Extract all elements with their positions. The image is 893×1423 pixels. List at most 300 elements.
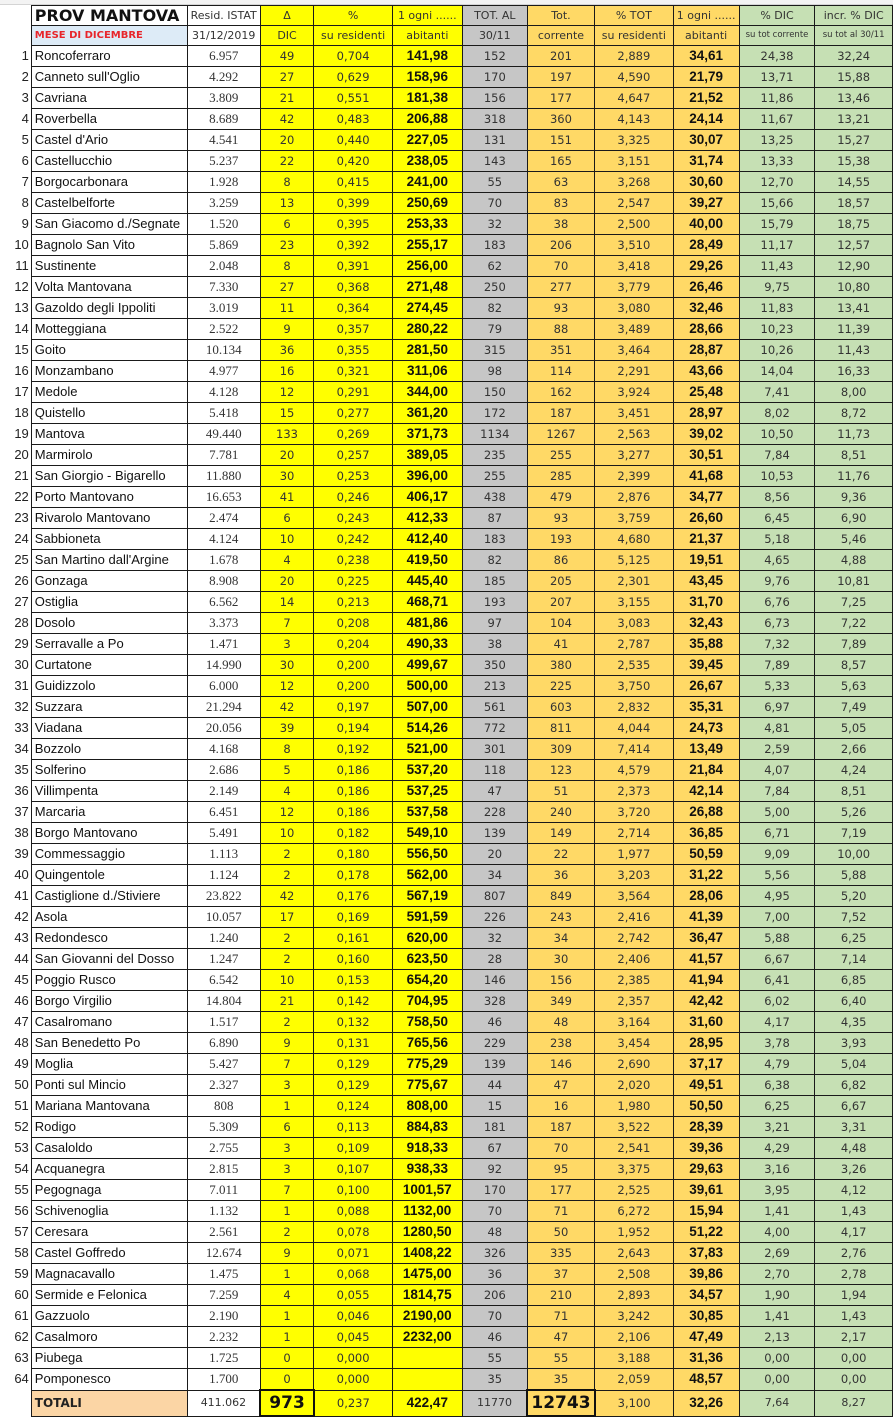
one-every-tot-cell[interactable]: 29,26 <box>673 256 739 277</box>
tot-30-11-cell[interactable]: 1134 <box>462 424 527 445</box>
pct-tot-cell[interactable]: 2,416 <box>595 907 674 928</box>
one-every-tot-cell[interactable]: 30,85 <box>673 1306 739 1327</box>
residents-cell[interactable]: 808 <box>187 1096 260 1117</box>
one-every-cell[interactable]: 556,50 <box>392 844 462 865</box>
pct-dic-current-cell[interactable]: 0,00 <box>739 1348 815 1369</box>
tot-current-cell[interactable]: 177 <box>527 88 594 109</box>
delta-dic-cell[interactable]: 10 <box>260 970 314 991</box>
totals-pct-dic-current[interactable]: 7,64 <box>739 1390 815 1416</box>
one-every-cell[interactable]: 371,73 <box>392 424 462 445</box>
residents-cell[interactable]: 2.561 <box>187 1222 260 1243</box>
delta-dic-cell[interactable]: 9 <box>260 1033 314 1054</box>
one-every-cell[interactable]: 514,26 <box>392 718 462 739</box>
tot-current-cell[interactable]: 207 <box>527 592 594 613</box>
pct-tot-cell[interactable]: 2,385 <box>595 970 674 991</box>
tot-30-11-cell[interactable]: 118 <box>462 760 527 781</box>
municipality-name[interactable]: Bozzolo <box>31 739 187 760</box>
incr-pct-dic-cell[interactable]: 5,05 <box>815 718 893 739</box>
tot-30-11-cell[interactable]: 250 <box>462 277 527 298</box>
tot-current-cell[interactable]: 47 <box>527 1327 594 1348</box>
one-every-tot-cell[interactable]: 28,49 <box>673 235 739 256</box>
incr-pct-dic-cell[interactable]: 5,20 <box>815 886 893 907</box>
municipality-name[interactable]: Ponti sul Mincio <box>31 1075 187 1096</box>
tot-current-cell[interactable]: 193 <box>527 529 594 550</box>
municipality-name[interactable]: Castelbelforte <box>31 193 187 214</box>
one-every-cell[interactable]: 2190,00 <box>392 1306 462 1327</box>
incr-pct-dic-cell[interactable]: 6,25 <box>815 928 893 949</box>
one-every-tot-cell[interactable]: 34,77 <box>673 487 739 508</box>
tot-30-11-cell[interactable]: 156 <box>462 88 527 109</box>
tot-current-cell[interactable]: 238 <box>527 1033 594 1054</box>
incr-pct-dic-cell[interactable]: 12,57 <box>815 235 893 256</box>
residents-cell[interactable]: 1.247 <box>187 949 260 970</box>
tot-current-cell[interactable]: 277 <box>527 277 594 298</box>
tot-current-cell[interactable]: 240 <box>527 802 594 823</box>
municipality-name[interactable]: Poggio Rusco <box>31 970 187 991</box>
one-every-tot-cell[interactable]: 39,86 <box>673 1264 739 1285</box>
delta-dic-cell[interactable]: 2 <box>260 949 314 970</box>
pct-dic-current-cell[interactable]: 11,67 <box>739 109 815 130</box>
municipality-name[interactable]: Piubega <box>31 1348 187 1369</box>
one-every-cell[interactable]: 412,33 <box>392 508 462 529</box>
tot-30-11-cell[interactable]: 70 <box>462 193 527 214</box>
one-every-cell[interactable]: 445,40 <box>392 571 462 592</box>
one-every-cell[interactable]: 274,45 <box>392 298 462 319</box>
tot-current-cell[interactable]: 30 <box>527 949 594 970</box>
tot-30-11-cell[interactable]: 807 <box>462 886 527 907</box>
delta-dic-cell[interactable]: 1 <box>260 1327 314 1348</box>
one-every-tot-cell[interactable]: 31,70 <box>673 592 739 613</box>
pct-residents-cell[interactable]: 0,000 <box>314 1369 393 1391</box>
tot-30-11-cell[interactable]: 32 <box>462 928 527 949</box>
pct-residents-cell[interactable]: 0,178 <box>314 865 393 886</box>
municipality-name[interactable]: Cavriana <box>31 88 187 109</box>
one-every-cell[interactable]: 654,20 <box>392 970 462 991</box>
municipality-name[interactable]: Porto Mantovano <box>31 487 187 508</box>
incr-pct-dic-cell[interactable]: 8,00 <box>815 382 893 403</box>
incr-pct-dic-cell[interactable]: 8,57 <box>815 655 893 676</box>
one-every-tot-cell[interactable]: 25,48 <box>673 382 739 403</box>
pct-residents-cell[interactable]: 0,415 <box>314 172 393 193</box>
tot-current-cell[interactable]: 36 <box>527 865 594 886</box>
municipality-name[interactable]: Redondesco <box>31 928 187 949</box>
totals-delta-dic[interactable]: 973 <box>260 1390 314 1416</box>
delta-dic-cell[interactable]: 3 <box>260 1138 314 1159</box>
totals-one-every-tot[interactable]: 32,26 <box>673 1390 739 1416</box>
incr-pct-dic-cell[interactable]: 11,43 <box>815 340 893 361</box>
pct-residents-cell[interactable]: 0,055 <box>314 1285 393 1306</box>
delta-dic-cell[interactable]: 1 <box>260 1201 314 1222</box>
municipality-name[interactable]: Monzambano <box>31 361 187 382</box>
pct-dic-current-cell[interactable]: 4,65 <box>739 550 815 571</box>
tot-30-11-cell[interactable]: 36 <box>462 1264 527 1285</box>
pct-residents-cell[interactable]: 0,000 <box>314 1348 393 1369</box>
tot-current-cell[interactable]: 360 <box>527 109 594 130</box>
pct-residents-cell[interactable]: 0,192 <box>314 739 393 760</box>
pct-dic-current-cell[interactable]: 6,97 <box>739 697 815 718</box>
pct-residents-cell[interactable]: 0,200 <box>314 655 393 676</box>
pct-dic-current-cell[interactable]: 3,78 <box>739 1033 815 1054</box>
delta-dic-cell[interactable]: 49 <box>260 46 314 67</box>
residents-cell[interactable]: 2.474 <box>187 508 260 529</box>
pct-tot-cell[interactable]: 2,373 <box>595 781 674 802</box>
residents-cell[interactable]: 2.149 <box>187 781 260 802</box>
pct-tot-cell[interactable]: 2,563 <box>595 424 674 445</box>
incr-pct-dic-cell[interactable]: 11,76 <box>815 466 893 487</box>
incr-pct-dic-cell[interactable]: 1,43 <box>815 1306 893 1327</box>
residents-cell[interactable]: 3.373 <box>187 613 260 634</box>
incr-pct-dic-cell[interactable]: 32,24 <box>815 46 893 67</box>
tot-current-cell[interactable]: 48 <box>527 1012 594 1033</box>
tot-30-11-cell[interactable]: 350 <box>462 655 527 676</box>
incr-pct-dic-cell[interactable]: 13,21 <box>815 109 893 130</box>
pct-residents-cell[interactable]: 0,204 <box>314 634 393 655</box>
pct-residents-cell[interactable]: 0,129 <box>314 1075 393 1096</box>
one-every-cell[interactable]: 481,86 <box>392 613 462 634</box>
municipality-name[interactable]: Canneto sull'Oglio <box>31 67 187 88</box>
pct-residents-cell[interactable]: 0,368 <box>314 277 393 298</box>
incr-pct-dic-cell[interactable]: 7,25 <box>815 592 893 613</box>
municipality-name[interactable]: Castiglione d./Stiviere <box>31 886 187 907</box>
one-every-tot-cell[interactable]: 49,51 <box>673 1075 739 1096</box>
pct-tot-cell[interactable]: 2,876 <box>595 487 674 508</box>
one-every-tot-cell[interactable]: 50,59 <box>673 844 739 865</box>
incr-pct-dic-cell[interactable]: 0,00 <box>815 1369 893 1391</box>
tot-30-11-cell[interactable]: 213 <box>462 676 527 697</box>
tot-current-cell[interactable]: 50 <box>527 1222 594 1243</box>
delta-dic-cell[interactable]: 5 <box>260 760 314 781</box>
one-every-cell[interactable]: 412,40 <box>392 529 462 550</box>
delta-dic-cell[interactable]: 42 <box>260 109 314 130</box>
pct-tot-cell[interactable]: 3,564 <box>595 886 674 907</box>
pct-dic-current-cell[interactable]: 2,59 <box>739 739 815 760</box>
tot-current-cell[interactable]: 95 <box>527 1159 594 1180</box>
pct-residents-cell[interactable]: 0,291 <box>314 382 393 403</box>
one-every-cell[interactable]: 620,00 <box>392 928 462 949</box>
tot-current-cell[interactable]: 146 <box>527 1054 594 1075</box>
one-every-tot-cell[interactable]: 42,14 <box>673 781 739 802</box>
one-every-cell[interactable]: 591,59 <box>392 907 462 928</box>
pct-tot-cell[interactable]: 3,924 <box>595 382 674 403</box>
one-every-tot-cell[interactable]: 32,43 <box>673 613 739 634</box>
pct-tot-cell[interactable]: 3,083 <box>595 613 674 634</box>
municipality-name[interactable]: Roncoferraro <box>31 46 187 67</box>
municipality-name[interactable]: Magnacavallo <box>31 1264 187 1285</box>
delta-dic-cell[interactable]: 9 <box>260 319 314 340</box>
pct-residents-cell[interactable]: 0,399 <box>314 193 393 214</box>
pct-residents-cell[interactable]: 0,395 <box>314 214 393 235</box>
one-every-cell[interactable]: 490,33 <box>392 634 462 655</box>
residents-cell[interactable]: 1.520 <box>187 214 260 235</box>
pct-residents-cell[interactable]: 0,200 <box>314 676 393 697</box>
delta-dic-cell[interactable]: 17 <box>260 907 314 928</box>
one-every-tot-cell[interactable]: 41,39 <box>673 907 739 928</box>
pct-residents-cell[interactable]: 0,182 <box>314 823 393 844</box>
one-every-tot-cell[interactable]: 36,85 <box>673 823 739 844</box>
one-every-tot-cell[interactable]: 34,57 <box>673 1285 739 1306</box>
incr-pct-dic-cell[interactable]: 7,22 <box>815 613 893 634</box>
tot-30-11-cell[interactable]: 70 <box>462 1306 527 1327</box>
pct-dic-current-cell[interactable]: 6,71 <box>739 823 815 844</box>
one-every-tot-cell[interactable]: 41,94 <box>673 970 739 991</box>
pct-tot-cell[interactable]: 2,059 <box>595 1369 674 1391</box>
delta-dic-cell[interactable]: 2 <box>260 1222 314 1243</box>
pct-tot-cell[interactable]: 2,541 <box>595 1138 674 1159</box>
pct-residents-cell[interactable]: 0,142 <box>314 991 393 1012</box>
tot-30-11-cell[interactable]: 67 <box>462 1138 527 1159</box>
tot-current-cell[interactable]: 70 <box>527 256 594 277</box>
one-every-cell[interactable]: 311,06 <box>392 361 462 382</box>
pct-dic-current-cell[interactable]: 10,23 <box>739 319 815 340</box>
tot-30-11-cell[interactable]: 139 <box>462 823 527 844</box>
pct-residents-cell[interactable]: 0,392 <box>314 235 393 256</box>
pct-tot-cell[interactable]: 3,268 <box>595 172 674 193</box>
incr-pct-dic-cell[interactable]: 5,04 <box>815 1054 893 1075</box>
one-every-cell[interactable]: 507,00 <box>392 697 462 718</box>
tot-current-cell[interactable]: 71 <box>527 1306 594 1327</box>
tot-30-11-cell[interactable]: 438 <box>462 487 527 508</box>
one-every-tot-cell[interactable]: 39,36 <box>673 1138 739 1159</box>
municipality-name[interactable]: Goito <box>31 340 187 361</box>
municipality-name[interactable]: Castellucchio <box>31 151 187 172</box>
pct-dic-current-cell[interactable]: 2,13 <box>739 1327 815 1348</box>
municipality-name[interactable]: San Giacomo d./Segnate <box>31 214 187 235</box>
delta-dic-cell[interactable]: 2 <box>260 1012 314 1033</box>
incr-pct-dic-cell[interactable]: 4,35 <box>815 1012 893 1033</box>
residents-cell[interactable]: 6.000 <box>187 676 260 697</box>
municipality-name[interactable]: Motteggiana <box>31 319 187 340</box>
pct-tot-cell[interactable]: 3,759 <box>595 508 674 529</box>
one-every-tot-cell[interactable]: 37,17 <box>673 1054 739 1075</box>
pct-dic-current-cell[interactable]: 2,70 <box>739 1264 815 1285</box>
tot-30-11-cell[interactable]: 20 <box>462 844 527 865</box>
municipality-name[interactable]: Guidizzolo <box>31 676 187 697</box>
residents-cell[interactable]: 2.686 <box>187 760 260 781</box>
residents-cell[interactable]: 4.124 <box>187 529 260 550</box>
incr-pct-dic-cell[interactable]: 14,55 <box>815 172 893 193</box>
one-every-cell[interactable]: 758,50 <box>392 1012 462 1033</box>
pct-dic-current-cell[interactable]: 4,79 <box>739 1054 815 1075</box>
one-every-tot-cell[interactable]: 30,51 <box>673 445 739 466</box>
residents-cell[interactable]: 4.977 <box>187 361 260 382</box>
pct-dic-current-cell[interactable]: 13,33 <box>739 151 815 172</box>
tot-current-cell[interactable]: 335 <box>527 1243 594 1264</box>
municipality-name[interactable]: Sermide e Felonica <box>31 1285 187 1306</box>
residents-cell[interactable]: 12.674 <box>187 1243 260 1264</box>
pct-tot-cell[interactable]: 6,272 <box>595 1201 674 1222</box>
incr-pct-dic-cell[interactable]: 16,33 <box>815 361 893 382</box>
tot-30-11-cell[interactable]: 28 <box>462 949 527 970</box>
residents-cell[interactable]: 4.168 <box>187 739 260 760</box>
residents-cell[interactable]: 5.491 <box>187 823 260 844</box>
tot-30-11-cell[interactable]: 47 <box>462 781 527 802</box>
pct-dic-current-cell[interactable]: 5,88 <box>739 928 815 949</box>
one-every-tot-cell[interactable]: 28,06 <box>673 886 739 907</box>
one-every-tot-cell[interactable]: 34,61 <box>673 46 739 67</box>
municipality-name[interactable]: Sustinente <box>31 256 187 277</box>
residents-cell[interactable]: 5.869 <box>187 235 260 256</box>
incr-pct-dic-cell[interactable]: 10,80 <box>815 277 893 298</box>
residents-cell[interactable]: 5.237 <box>187 151 260 172</box>
pct-residents-cell[interactable]: 0,129 <box>314 1054 393 1075</box>
delta-dic-cell[interactable]: 30 <box>260 655 314 676</box>
municipality-name[interactable]: Gazoldo degli Ippoliti <box>31 298 187 319</box>
delta-dic-cell[interactable]: 11 <box>260 298 314 319</box>
incr-pct-dic-cell[interactable]: 2,66 <box>815 739 893 760</box>
municipality-name[interactable]: Mariana Mantovana <box>31 1096 187 1117</box>
tot-current-cell[interactable]: 55 <box>527 1348 594 1369</box>
residents-cell[interactable]: 23.822 <box>187 886 260 907</box>
tot-30-11-cell[interactable]: 46 <box>462 1012 527 1033</box>
pct-dic-current-cell[interactable]: 6,67 <box>739 949 815 970</box>
pct-residents-cell[interactable]: 0,269 <box>314 424 393 445</box>
delta-dic-cell[interactable]: 12 <box>260 802 314 823</box>
incr-pct-dic-cell[interactable]: 9,36 <box>815 487 893 508</box>
tot-current-cell[interactable]: 104 <box>527 613 594 634</box>
delta-dic-cell[interactable]: 6 <box>260 508 314 529</box>
tot-current-cell[interactable]: 603 <box>527 697 594 718</box>
pct-residents-cell[interactable]: 0,186 <box>314 760 393 781</box>
one-every-tot-cell[interactable]: 15,94 <box>673 1201 739 1222</box>
residents-cell[interactable]: 6.562 <box>187 592 260 613</box>
pct-tot-cell[interactable]: 3,418 <box>595 256 674 277</box>
one-every-tot-cell[interactable]: 26,60 <box>673 508 739 529</box>
delta-dic-cell[interactable]: 9 <box>260 1243 314 1264</box>
delta-dic-cell[interactable]: 2 <box>260 844 314 865</box>
incr-pct-dic-cell[interactable]: 18,75 <box>815 214 893 235</box>
residents-cell[interactable]: 11.880 <box>187 466 260 487</box>
residents-cell[interactable]: 1.132 <box>187 1201 260 1222</box>
tot-current-cell[interactable]: 34 <box>527 928 594 949</box>
municipality-name[interactable]: Schivenoglia <box>31 1201 187 1222</box>
residents-cell[interactable]: 2.815 <box>187 1159 260 1180</box>
tot-30-11-cell[interactable]: 44 <box>462 1075 527 1096</box>
one-every-tot-cell[interactable]: 50,50 <box>673 1096 739 1117</box>
pct-residents-cell[interactable]: 0,225 <box>314 571 393 592</box>
tot-current-cell[interactable]: 849 <box>527 886 594 907</box>
one-every-tot-cell[interactable]: 35,88 <box>673 634 739 655</box>
pct-dic-current-cell[interactable]: 15,79 <box>739 214 815 235</box>
one-every-tot-cell[interactable]: 36,47 <box>673 928 739 949</box>
delta-dic-cell[interactable]: 1 <box>260 1096 314 1117</box>
municipality-name[interactable]: Borgo Mantovano <box>31 823 187 844</box>
tot-30-11-cell[interactable]: 55 <box>462 1348 527 1369</box>
incr-pct-dic-cell[interactable]: 6,90 <box>815 508 893 529</box>
residents-cell[interactable]: 10.134 <box>187 340 260 361</box>
totals-label[interactable]: TOTALI <box>31 1390 187 1416</box>
one-every-tot-cell[interactable]: 19,51 <box>673 550 739 571</box>
pct-tot-cell[interactable]: 3,510 <box>595 235 674 256</box>
residents-cell[interactable]: 1.678 <box>187 550 260 571</box>
pct-dic-current-cell[interactable]: 4,29 <box>739 1138 815 1159</box>
tot-current-cell[interactable]: 349 <box>527 991 594 1012</box>
residents-cell[interactable]: 7.259 <box>187 1285 260 1306</box>
pct-tot-cell[interactable]: 4,143 <box>595 109 674 130</box>
residents-cell[interactable]: 7.330 <box>187 277 260 298</box>
delta-dic-cell[interactable]: 13 <box>260 193 314 214</box>
pct-dic-current-cell[interactable]: 7,41 <box>739 382 815 403</box>
residents-cell[interactable]: 8.908 <box>187 571 260 592</box>
one-every-cell[interactable]: 406,17 <box>392 487 462 508</box>
tot-current-cell[interactable]: 255 <box>527 445 594 466</box>
municipality-name[interactable]: Villimpenta <box>31 781 187 802</box>
incr-pct-dic-cell[interactable]: 10,00 <box>815 844 893 865</box>
delta-dic-cell[interactable]: 20 <box>260 130 314 151</box>
incr-pct-dic-cell[interactable]: 4,88 <box>815 550 893 571</box>
municipality-name[interactable]: Volta Mantovana <box>31 277 187 298</box>
pct-residents-cell[interactable]: 0,107 <box>314 1159 393 1180</box>
tot-30-11-cell[interactable]: 34 <box>462 865 527 886</box>
one-every-cell[interactable]: 808,00 <box>392 1096 462 1117</box>
residents-cell[interactable]: 7.011 <box>187 1180 260 1201</box>
pct-tot-cell[interactable]: 3,155 <box>595 592 674 613</box>
tot-current-cell[interactable]: 114 <box>527 361 594 382</box>
pct-tot-cell[interactable]: 3,188 <box>595 1348 674 1369</box>
pct-dic-current-cell[interactable]: 6,45 <box>739 508 815 529</box>
pct-dic-current-cell[interactable]: 24,38 <box>739 46 815 67</box>
pct-tot-cell[interactable]: 1,977 <box>595 844 674 865</box>
one-every-tot-cell[interactable]: 21,79 <box>673 67 739 88</box>
one-every-cell[interactable]: 250,69 <box>392 193 462 214</box>
pct-tot-cell[interactable]: 3,203 <box>595 865 674 886</box>
pct-residents-cell[interactable]: 0,160 <box>314 949 393 970</box>
one-every-cell[interactable]: 468,71 <box>392 592 462 613</box>
one-every-tot-cell[interactable]: 43,66 <box>673 361 739 382</box>
pct-tot-cell[interactable]: 3,720 <box>595 802 674 823</box>
tot-current-cell[interactable]: 16 <box>527 1096 594 1117</box>
residents-cell[interactable]: 7.781 <box>187 445 260 466</box>
incr-pct-dic-cell[interactable]: 13,41 <box>815 298 893 319</box>
tot-current-cell[interactable]: 93 <box>527 508 594 529</box>
one-every-cell[interactable] <box>392 1369 462 1391</box>
incr-pct-dic-cell[interactable]: 10,81 <box>815 571 893 592</box>
residents-cell[interactable]: 1.475 <box>187 1264 260 1285</box>
tot-30-11-cell[interactable]: 38 <box>462 634 527 655</box>
one-every-tot-cell[interactable]: 39,61 <box>673 1180 739 1201</box>
one-every-cell[interactable]: 549,10 <box>392 823 462 844</box>
incr-pct-dic-cell[interactable]: 3,31 <box>815 1117 893 1138</box>
one-every-tot-cell[interactable]: 42,42 <box>673 991 739 1012</box>
one-every-cell[interactable]: 241,00 <box>392 172 462 193</box>
pct-residents-cell[interactable]: 0,243 <box>314 508 393 529</box>
residents-cell[interactable]: 5.418 <box>187 403 260 424</box>
pct-dic-current-cell[interactable]: 9,09 <box>739 844 815 865</box>
incr-pct-dic-cell[interactable]: 8,51 <box>815 445 893 466</box>
municipality-name[interactable]: Moglia <box>31 1054 187 1075</box>
tot-current-cell[interactable]: 38 <box>527 214 594 235</box>
delta-dic-cell[interactable]: 12 <box>260 676 314 697</box>
pct-residents-cell[interactable]: 0,100 <box>314 1180 393 1201</box>
tot-current-cell[interactable]: 93 <box>527 298 594 319</box>
incr-pct-dic-cell[interactable]: 4,24 <box>815 760 893 781</box>
totals-pct-tot[interactable]: 3,100 <box>595 1390 674 1416</box>
residents-cell[interactable]: 1.700 <box>187 1369 260 1391</box>
tot-30-11-cell[interactable]: 87 <box>462 508 527 529</box>
one-every-cell[interactable]: 537,20 <box>392 760 462 781</box>
one-every-cell[interactable]: 206,88 <box>392 109 462 130</box>
delta-dic-cell[interactable]: 20 <box>260 445 314 466</box>
pct-residents-cell[interactable]: 0,253 <box>314 466 393 487</box>
delta-dic-cell[interactable]: 4 <box>260 550 314 571</box>
delta-dic-cell[interactable]: 8 <box>260 739 314 760</box>
pct-tot-cell[interactable]: 2,893 <box>595 1285 674 1306</box>
one-every-cell[interactable]: 238,05 <box>392 151 462 172</box>
residents-cell[interactable]: 4.292 <box>187 67 260 88</box>
pct-dic-current-cell[interactable]: 3,21 <box>739 1117 815 1138</box>
municipality-name[interactable]: Curtatone <box>31 655 187 676</box>
incr-pct-dic-cell[interactable]: 3,93 <box>815 1033 893 1054</box>
residents-cell[interactable]: 49.440 <box>187 424 260 445</box>
